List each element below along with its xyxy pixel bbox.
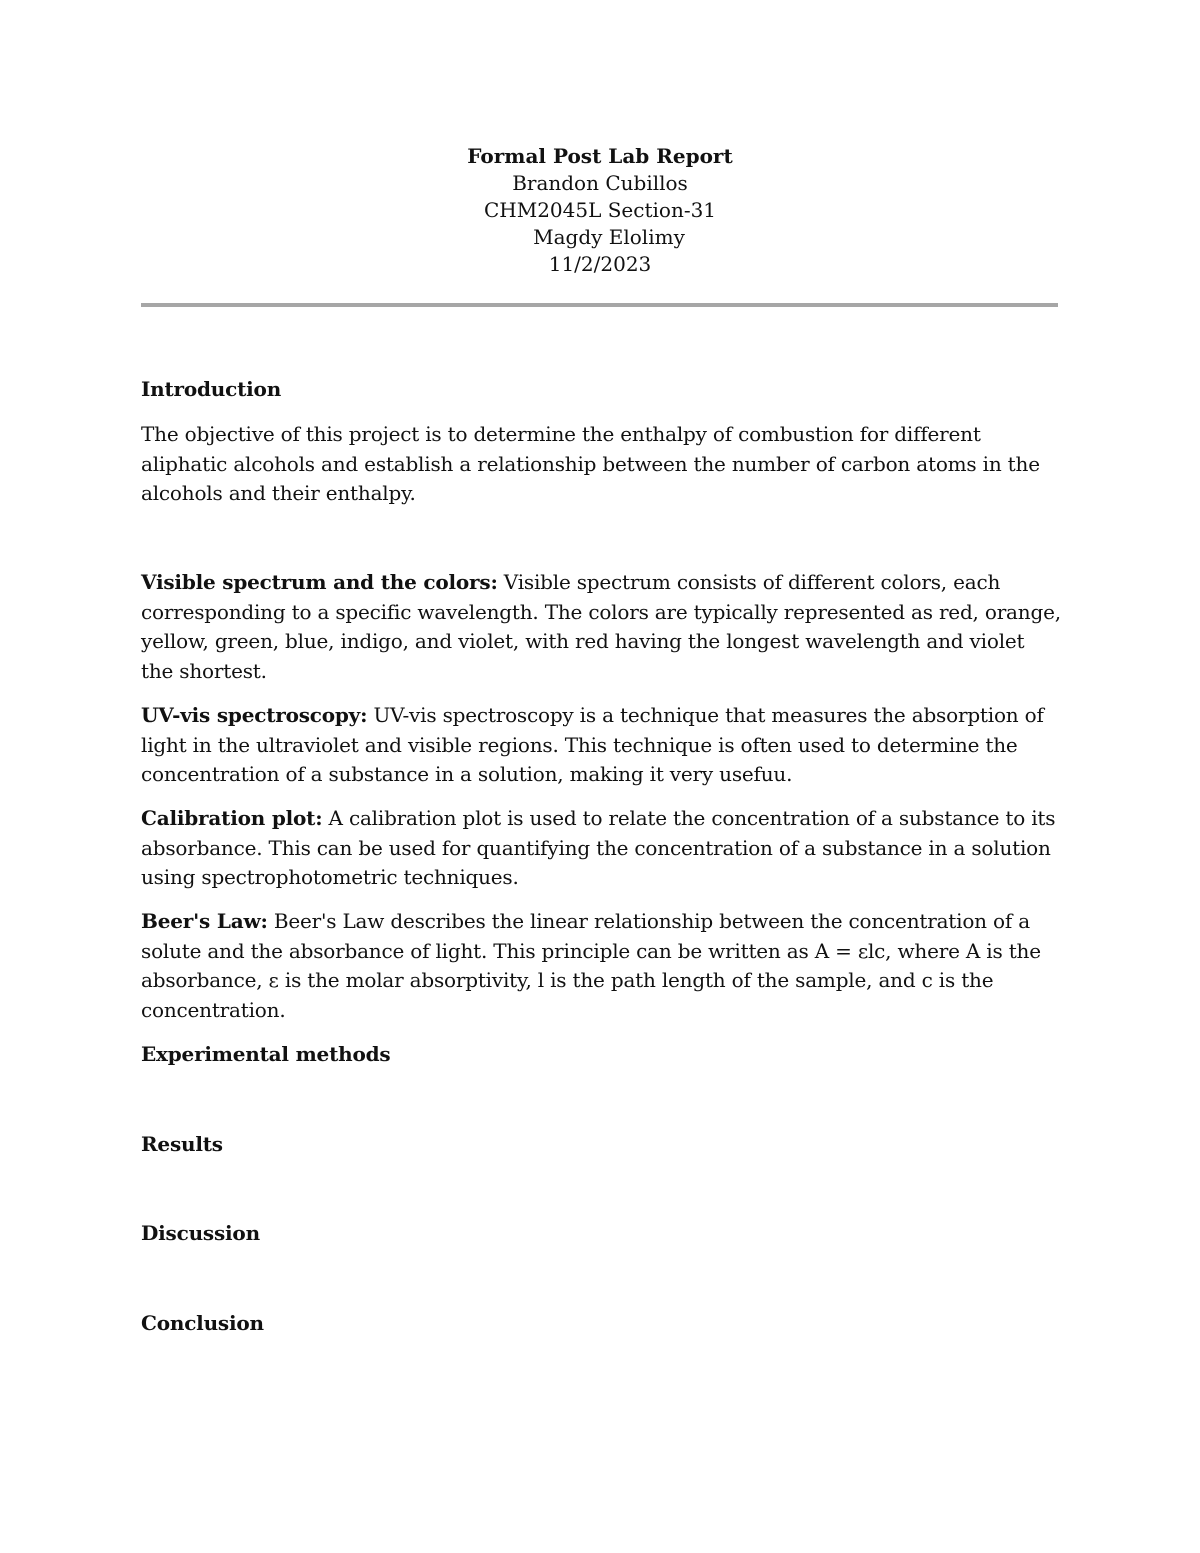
definition-term: Visible spectrum and the colors: [141, 570, 498, 594]
report-title: Formal Post Lab Report [467, 144, 733, 168]
definition-text: Visible spectrum consists of different colors, each corresponding to a specific wavelength. The colors are typically represented as red, orange, yellow, green, blue, indigo, and violet, with red having the longest wavelength and violet the shortest. [141, 570, 1061, 683]
conclusion-heading: Conclusion [141, 1311, 264, 1335]
introduction-text: The objective of this project is to determine the enthalpy of combustion for different aliphatic alcohols and establish a relationship between the number of carbon atoms in the alcohols and their enthalpy. [141, 422, 1040, 505]
definition-text: A calibration plot is used to relate the concentration of a substance to its absorbance. This can be used for quantifying the concentration of a substance in a solution using spectrophotometric techniques. [141, 806, 1056, 889]
introduction-paragraph [141, 420, 1061, 509]
discussion-heading: Discussion [141, 1221, 260, 1245]
author-name: Brandon Cubillos [512, 171, 688, 195]
report-header [0, 143, 1200, 278]
course-section: CHM2045L Section-31 [483, 198, 717, 222]
definition-text: UV-vis spectroscopy is a technique that measures the absorption of light in the ultraviolet and visible regions. This technique is often used to determine the concentration of a substance in a solution, making it very usefuu. [141, 703, 1044, 786]
header-divider [141, 303, 1058, 307]
introduction-heading: Introduction [141, 377, 282, 401]
experimental-methods-heading: Experimental methods [141, 1042, 391, 1066]
definition-text: Beer's Law describes the linear relationship between the concentration of a solute and the absorbance of light. This principle can be written as A = εlc, where A is the absorbance, ε is the molar absorptivity, l is the path length of the sample, and c is the concentration. [141, 909, 1041, 1022]
definition-term: UV-vis spectroscopy: [141, 703, 368, 727]
definition-visible-spectrum [141, 568, 1061, 686]
definition-calibration-plot [141, 804, 1061, 893]
instructor-name: Magdy Elolimy [533, 225, 685, 249]
results-heading: Results [141, 1132, 223, 1156]
definition-beers-law [141, 907, 1061, 1025]
definition-term: Beer's Law: [141, 909, 268, 933]
report-date: 11/2/2023 [548, 252, 652, 276]
definition-uv-vis [141, 701, 1061, 790]
definition-term: Calibration plot: [141, 806, 323, 830]
